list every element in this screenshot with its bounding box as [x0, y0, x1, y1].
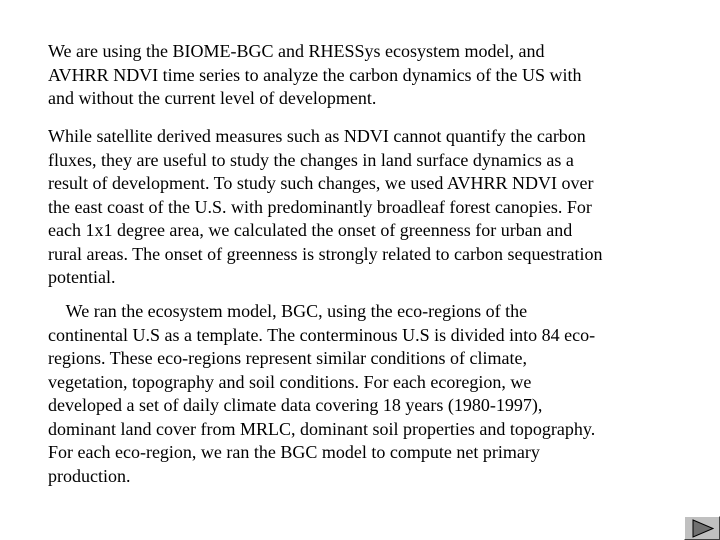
- text-line: For each eco-region, we ran the BGC model to compute net primary: [48, 442, 540, 462]
- text-line: continental U.S as a template. The conterminous U.S is divided into 84 eco-: [48, 324, 596, 345]
- text-line: each 1x1 degree area, we calculated the onset of greenness for urban and: [48, 220, 573, 240]
- text-line: We are using the BIOME-BGC and RHESSys ecosystem model, and: [48, 41, 545, 61]
- text-line: fluxes, they are useful to study the changes in land surface dynamics as a: [48, 149, 574, 170]
- next-slide-button[interactable]: [684, 516, 720, 540]
- paragraph-ndvi: [48, 125, 602, 290]
- text-line: result of development. To study such changes, we used AVHRR NDVI over: [48, 173, 594, 193]
- text-line: vegetation, topography and soil conditions. For each ecoregion, we: [48, 371, 532, 392]
- text-line: AVHRR NDVI time series to analyze the carbon dynamics of the US with: [48, 64, 582, 85]
- text-line: production.: [48, 465, 131, 486]
- text-line: potential.: [48, 267, 116, 287]
- text-line: rural areas. The onset of greenness is strongly related to carbon sequestration: [48, 243, 603, 264]
- paragraph-bgc: [48, 300, 595, 488]
- paragraph-intro: [48, 40, 582, 111]
- text-line: dominant land cover from MRLC, dominant soil properties and topography.: [48, 418, 596, 439]
- next-triangle-icon: [692, 519, 714, 538]
- text-line: and without the current level of development.: [48, 88, 377, 108]
- text-line: the east coast of the U.S. with predominantly broadleaf forest canopies. For: [48, 196, 592, 217]
- text-line: While satellite derived measures such as NDVI cannot quantify the carbon: [48, 126, 586, 146]
- text-line: developed a set of daily climate data covering 18 years (1980-1997),: [48, 395, 543, 415]
- text-line: We ran the ecosystem model, BGC, using the eco-regions of the: [48, 301, 528, 321]
- text-line: regions. These eco-regions represent similar conditions of climate,: [48, 348, 528, 368]
